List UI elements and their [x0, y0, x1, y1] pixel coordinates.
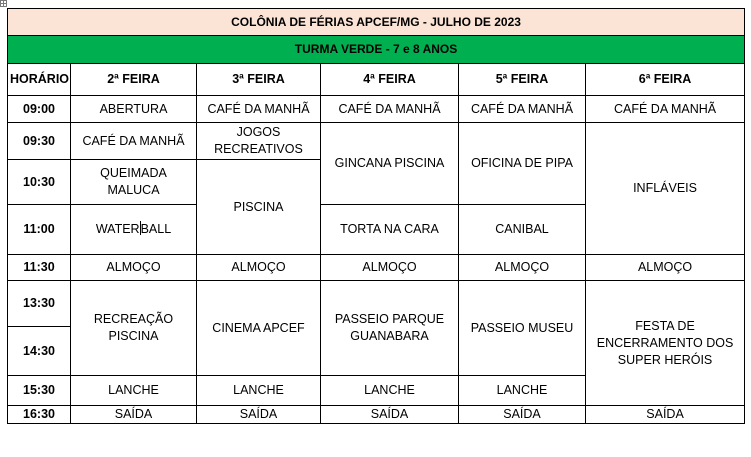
- activity-cell[interactable]: ALMOÇO: [459, 255, 586, 281]
- activity-cell[interactable]: ALMOÇO: [321, 255, 459, 281]
- activity-cell[interactable]: JOGOS RECREATIVOS: [197, 123, 321, 160]
- activity-cell[interactable]: TORTA NA CARA: [321, 205, 459, 255]
- time-cell[interactable]: 10:30: [8, 160, 71, 205]
- time-cell[interactable]: 16:30: [8, 406, 71, 424]
- waterball-text-b: BALL: [140, 222, 172, 236]
- activity-cell[interactable]: QUEIMADA MALUCA: [71, 160, 197, 205]
- activity-cell[interactable]: CAFÉ DA MANHÃ: [197, 96, 321, 123]
- waterball-text-a: WATER: [95, 222, 140, 236]
- activity-cell[interactable]: CAFÉ DA MANHÃ: [321, 96, 459, 123]
- table-row: [8, 281, 745, 327]
- time-cell[interactable]: 15:30: [8, 376, 71, 406]
- activity-cell[interactable]: LANCHE: [71, 376, 197, 406]
- header-cell[interactable]: 6ª FEIRA: [586, 64, 745, 96]
- activity-cell[interactable]: SAÍDA: [321, 406, 459, 424]
- table-row: [8, 406, 745, 424]
- activity-cell[interactable]: CINEMA APCEF: [197, 281, 321, 376]
- activity-cell[interactable]: PISCINA: [197, 160, 321, 255]
- activity-cell[interactable]: LANCHE: [197, 376, 321, 406]
- table-row: [8, 123, 745, 160]
- header-cell[interactable]: 2ª FEIRA: [71, 64, 197, 96]
- activity-cell[interactable]: CAFÉ DA MANHÃ: [71, 123, 197, 160]
- time-cell[interactable]: 13:30: [8, 281, 71, 327]
- activity-cell[interactable]: [71, 205, 197, 255]
- time-cell[interactable]: 14:30: [8, 327, 71, 376]
- activity-cell[interactable]: PASSEIO PARQUE GUANABARA: [321, 281, 459, 376]
- header-cell[interactable]: 4ª FEIRA: [321, 64, 459, 96]
- table-move-handle-icon[interactable]: [0, 0, 7, 7]
- header-cell[interactable]: 3ª FEIRA: [197, 64, 321, 96]
- activity-cell[interactable]: ABERTURA: [71, 96, 197, 123]
- header-cell[interactable]: HORÁRIO: [8, 64, 71, 96]
- activity-cell[interactable]: ALMOÇO: [71, 255, 197, 281]
- activity-cell[interactable]: RECREAÇÃO PISCINA: [71, 281, 197, 376]
- header-row: [8, 64, 745, 96]
- activity-cell[interactable]: FESTA DE ENCERRAMENTO DOS SUPER HERÓIS: [586, 281, 745, 406]
- time-cell[interactable]: 11:30: [8, 255, 71, 281]
- activity-cell[interactable]: ALMOÇO: [586, 255, 745, 281]
- table-row: [8, 96, 745, 123]
- activity-cell[interactable]: SAÍDA: [459, 406, 586, 424]
- activity-cell[interactable]: LANCHE: [459, 376, 586, 406]
- time-cell[interactable]: 11:00: [8, 205, 71, 255]
- activity-cell[interactable]: OFICINA DE PIPA: [459, 123, 586, 205]
- activity-cell[interactable]: GINCANA PISCINA: [321, 123, 459, 205]
- subtitle-row: [8, 36, 745, 64]
- schedule-table: [7, 8, 745, 424]
- time-cell[interactable]: 09:30: [8, 123, 71, 160]
- activity-cell[interactable]: CAFÉ DA MANHÃ: [586, 96, 745, 123]
- activity-cell[interactable]: ALMOÇO: [197, 255, 321, 281]
- activity-cell[interactable]: SAÍDA: [197, 406, 321, 424]
- activity-cell[interactable]: SAÍDA: [586, 406, 745, 424]
- time-cell[interactable]: 09:00: [8, 96, 71, 123]
- activity-cell[interactable]: INFLÁVEIS: [586, 123, 745, 255]
- activity-cell[interactable]: SAÍDA: [71, 406, 197, 424]
- activity-cell[interactable]: CAFÉ DA MANHÃ: [459, 96, 586, 123]
- table-row: [8, 255, 745, 281]
- header-cell[interactable]: 5ª FEIRA: [459, 64, 586, 96]
- table-title[interactable]: COLÔNIA DE FÉRIAS APCEF/MG - JULHO DE 2023: [8, 9, 745, 36]
- activity-cell[interactable]: CANIBAL: [459, 205, 586, 255]
- activity-cell[interactable]: LANCHE: [321, 376, 459, 406]
- title-row: [8, 9, 745, 36]
- table-subtitle[interactable]: TURMA VERDE - 7 e 8 ANOS: [8, 36, 745, 64]
- activity-cell[interactable]: PASSEIO MUSEU: [459, 281, 586, 376]
